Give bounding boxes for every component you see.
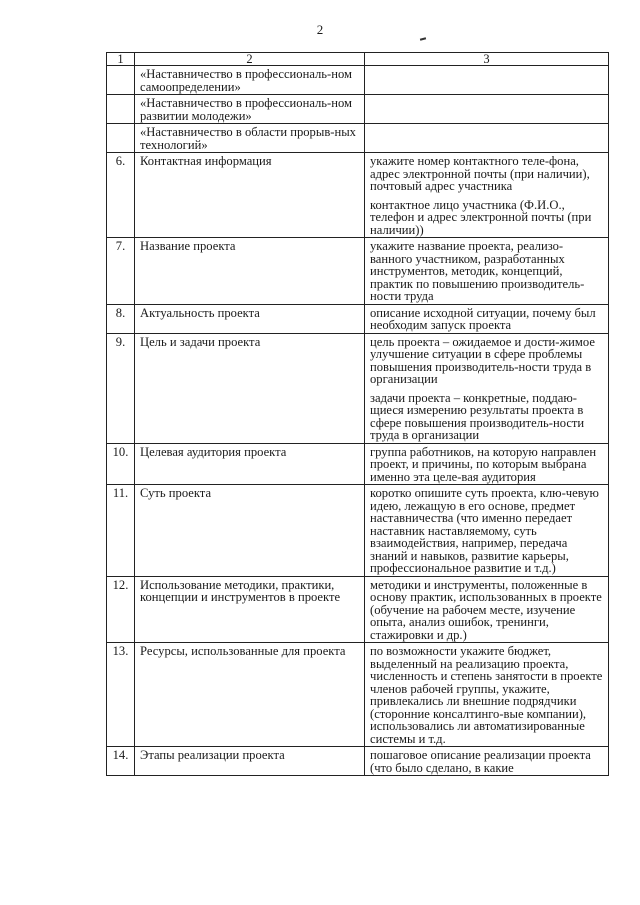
description-paragraph: контактное лицо участника (Ф.И.О., телефон и адрес электронной почты (при наличии)) — [370, 197, 592, 237]
field-name: Использование методики, практики, концепции и инструментов в проекте — [135, 576, 365, 643]
description-paragraph: методики и инструменты, положенные в основу практик, использованных в проекте (обучение на рабочем месте, изучение опыта, анализ ошибок, тренинги, стажировки и др.) — [370, 577, 602, 642]
table-row — [107, 643, 609, 747]
table-row — [107, 238, 609, 305]
field-description — [365, 238, 609, 305]
table-row — [107, 443, 609, 485]
table-row — [107, 66, 609, 95]
field-name: Цель и задачи проекта — [135, 333, 365, 443]
table-row — [107, 485, 609, 577]
field-name: Контактная информация — [135, 153, 365, 238]
row-number: 6. — [107, 153, 135, 238]
field-description — [365, 576, 609, 643]
table-row — [107, 95, 609, 124]
table-row — [107, 747, 609, 776]
description-paragraph: укажите номер контактного теле-фона, адрес электронной почты (при наличии), почтовый адрес участника — [370, 154, 590, 193]
description-paragraph: описание исходной ситуации, почему был необходим запуск проекта — [370, 305, 596, 332]
description-paragraph: пошаговое описание реализации проекта (что было сделано, в какие — [370, 748, 591, 775]
description-paragraph: цель проекта – ожидаемое и дости-жимое улучшение ситуации в сфере проблемы повышения производитель-ности труда в организации — [370, 334, 595, 386]
table-row — [107, 124, 609, 153]
row-number-cell — [107, 124, 135, 153]
row-number: 7. — [107, 238, 135, 305]
field-name: Актуальность проекта — [135, 304, 365, 333]
description-paragraph: укажите название проекта, реализо-ванного участником, разработанных инструментов, методик, концепций, практик по повышению производитель-ности труда — [370, 239, 585, 303]
field-name: Название проекта — [135, 238, 365, 305]
page-number: 2 — [316, 22, 324, 37]
row-number: 11. — [107, 485, 135, 577]
field-description — [365, 443, 609, 485]
application-form-table — [106, 52, 609, 776]
row-number: 12. — [107, 576, 135, 643]
field-description — [365, 643, 609, 747]
field-description — [365, 304, 609, 333]
column-header: 1 — [107, 53, 135, 66]
description-paragraph: коротко опишите суть проекта, клю-чевую идею, лежащую в его основе, предмет наставничества (что именно передает наставник наставляемому, суть взаимодействия, например, передача знаний и навыков, развитие карьеры, профессиональное развитие и т.д.) — [370, 486, 599, 575]
row-number: 13. — [107, 643, 135, 747]
field-description — [365, 153, 609, 238]
row-number: 9. — [107, 333, 135, 443]
description-paragraph: группа работников, на которую направлен проект, и причины, по которым выбрана именно эта целе-вая аудитория — [370, 444, 597, 484]
field-description — [365, 747, 609, 776]
field-name: Этапы реализации проекта — [135, 747, 365, 776]
table-row — [107, 576, 609, 643]
nomination-cell: «Наставничество в области прорыв-ных технологий» — [135, 124, 365, 153]
row-number: 8. — [107, 304, 135, 333]
row-number-cell — [107, 66, 135, 95]
description-cell — [365, 95, 609, 124]
nomination-cell: «Наставничество в профессиональ-ном развитии молодежи» — [135, 95, 365, 124]
table-row — [107, 333, 609, 443]
field-name: Целевая аудитория проекта — [135, 443, 365, 485]
description-cell — [365, 124, 609, 153]
column-header: 3 — [365, 53, 609, 66]
description-cell — [365, 66, 609, 95]
row-number: 10. — [107, 443, 135, 485]
field-name: Ресурсы, использованные для проекта — [135, 643, 365, 747]
scan-mark — [420, 37, 426, 40]
table-row — [107, 304, 609, 333]
field-name: Суть проекта — [135, 485, 365, 577]
field-description — [365, 485, 609, 577]
row-number: 14. — [107, 747, 135, 776]
row-number-cell — [107, 95, 135, 124]
nomination-cell: «Наставничество в профессиональ-ном самоопределении» — [135, 66, 365, 95]
description-paragraph: по возможности укажите бюджет, выделенный на реализацию проекта, численность и степень занятости в проекте членов рабочей группы, укажите, привлекались ли внешние подрядчики (сторонние консалтинго-вые компании), использовались ли автоматизированные системы и т.д. — [370, 644, 603, 746]
field-description — [365, 333, 609, 443]
column-header: 2 — [135, 53, 365, 66]
table-row — [107, 153, 609, 238]
table-header-row — [107, 53, 609, 66]
description-paragraph: задачи проекта – конкретные, поддаю-щиеся измерению результаты проекта в сфере повышения производитель-ности труда в организации — [370, 390, 585, 442]
